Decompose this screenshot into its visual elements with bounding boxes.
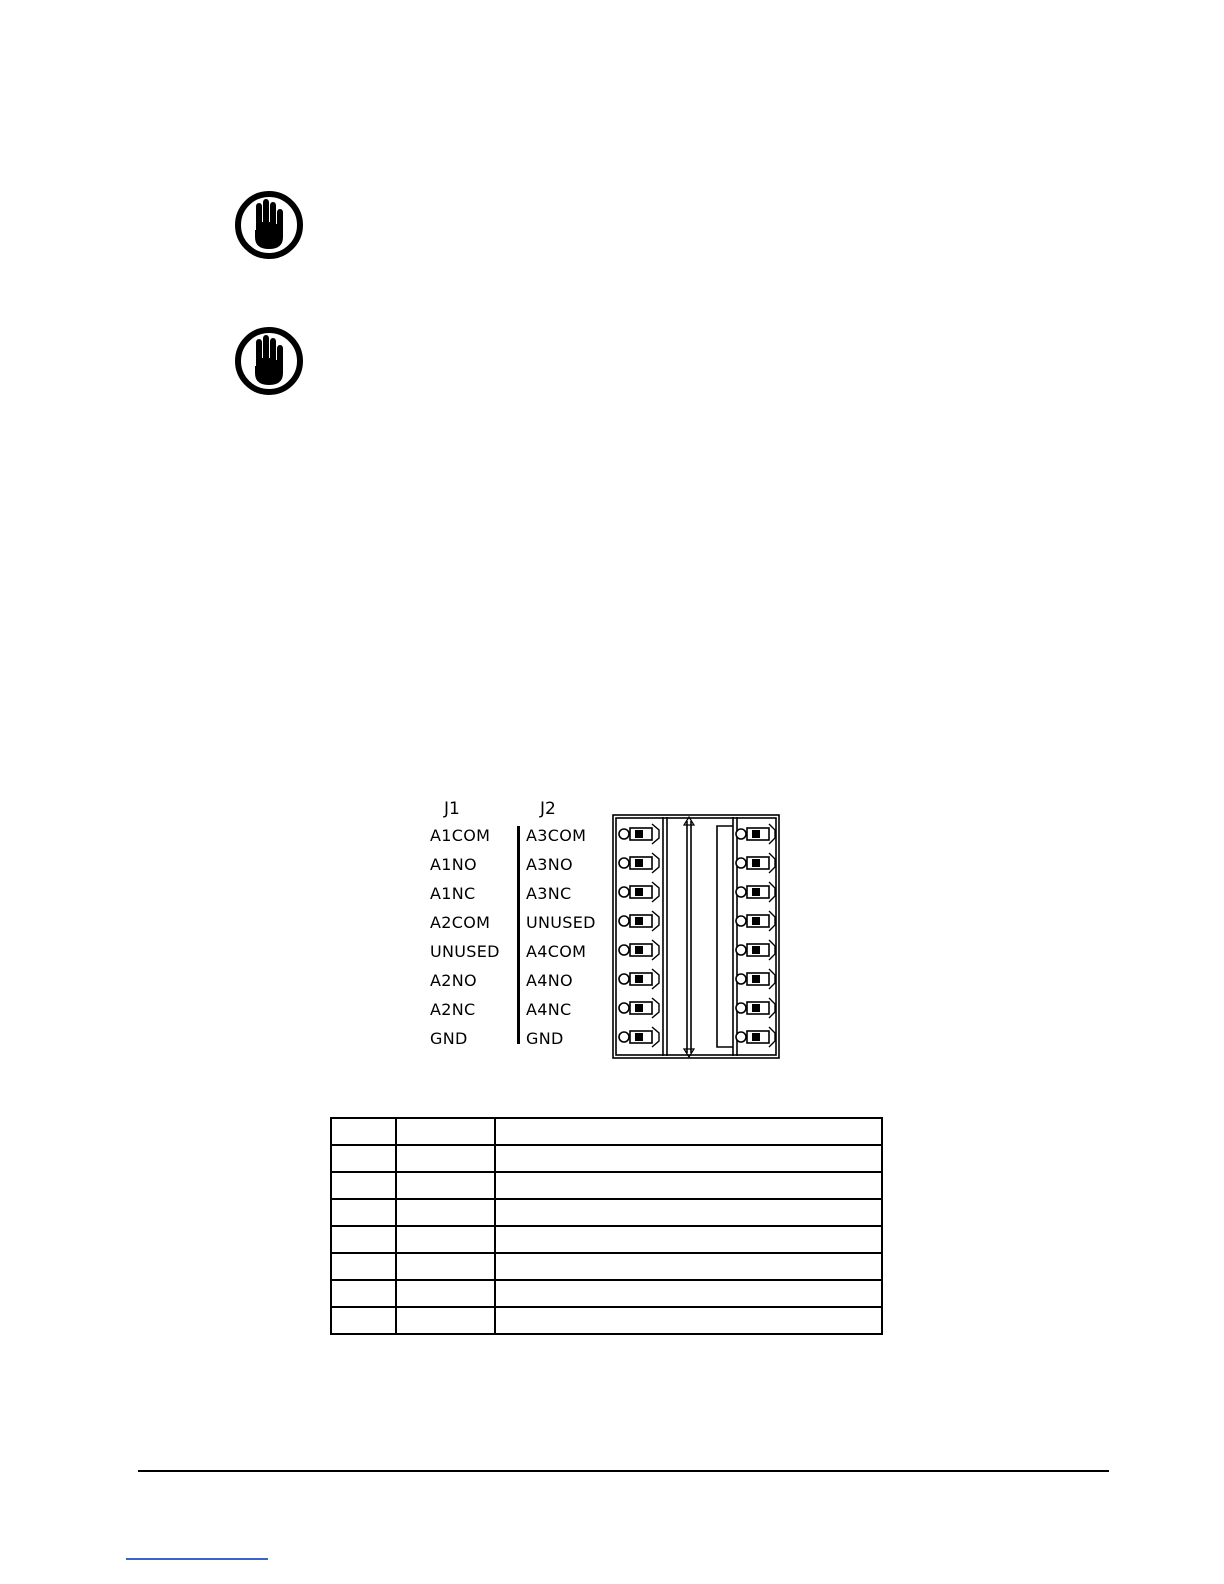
table-row xyxy=(331,1199,882,1226)
table-cell xyxy=(331,1145,396,1172)
terminal-screw-icon xyxy=(619,945,629,955)
terminal-contact xyxy=(752,917,760,925)
table-row xyxy=(331,1226,882,1253)
table-cell xyxy=(396,1307,495,1334)
terminal-contact xyxy=(635,830,643,838)
stop-hand-icon xyxy=(233,325,305,397)
connector-frame xyxy=(613,815,779,1058)
table-row xyxy=(331,1172,882,1199)
j2-pin-label: A3COM xyxy=(526,826,587,845)
pin-table xyxy=(330,1117,883,1335)
terminal-screw-icon xyxy=(736,945,746,955)
terminal-wave xyxy=(652,940,659,960)
terminal-wave xyxy=(769,998,775,1018)
terminal-wave xyxy=(769,853,775,873)
table-cell xyxy=(495,1280,882,1307)
table-cell xyxy=(495,1226,882,1253)
terminal-wave xyxy=(652,824,659,844)
j2-pin-label: A3NC xyxy=(526,884,572,903)
terminal-wave xyxy=(769,882,775,902)
j1-pin-label: UNUSED xyxy=(430,942,500,961)
j2-pin-label: A4NC xyxy=(526,1000,572,1019)
table-row xyxy=(331,1118,882,1145)
terminal-screw-icon xyxy=(619,916,629,926)
terminal-screw-icon xyxy=(736,829,746,839)
table-cell xyxy=(396,1280,495,1307)
terminal-contact xyxy=(752,1033,760,1041)
terminal-contact xyxy=(635,975,643,983)
connector-bracket xyxy=(717,826,733,1047)
j1-pin-label: A2NC xyxy=(430,1000,476,1019)
terminal-wave xyxy=(652,882,659,902)
terminal-screw-icon xyxy=(736,916,746,926)
terminal-wave xyxy=(769,1027,775,1047)
terminal-contact xyxy=(635,888,643,896)
table-cell xyxy=(331,1199,396,1226)
terminal-contact xyxy=(752,859,760,867)
terminal-contact xyxy=(635,859,643,867)
terminal-screw-icon xyxy=(736,1032,746,1042)
terminal-contact xyxy=(752,975,760,983)
terminal-screw-icon xyxy=(619,829,629,839)
table-cell xyxy=(495,1145,882,1172)
terminal-screw-icon xyxy=(619,1032,629,1042)
table-cell xyxy=(495,1172,882,1199)
terminal-screw-icon xyxy=(619,887,629,897)
j2-pin-label: A3NO xyxy=(526,855,573,874)
table-cell xyxy=(495,1253,882,1280)
table-cell xyxy=(396,1253,495,1280)
terminal-wave xyxy=(769,824,775,844)
table-cell xyxy=(331,1307,396,1334)
j1-pin-label: A2NO xyxy=(430,971,477,990)
terminal-wave xyxy=(769,940,775,960)
terminal-screw-icon xyxy=(736,887,746,897)
table-cell xyxy=(331,1253,396,1280)
j1-header: J1 xyxy=(444,799,460,819)
terminal-contact xyxy=(752,830,760,838)
j1-pin-label: A1NO xyxy=(430,855,477,874)
terminal-screw-icon xyxy=(619,974,629,984)
terminal-wave xyxy=(652,969,659,989)
column-divider xyxy=(517,826,520,1044)
terminal-contact xyxy=(635,1033,643,1041)
terminal-block-diagram xyxy=(611,813,781,1060)
terminal-contact xyxy=(752,888,760,896)
j1-pin-label: A2COM xyxy=(430,913,491,932)
j1-pin-label: A1COM xyxy=(430,826,491,845)
terminal-contact xyxy=(752,946,760,954)
terminal-wave xyxy=(652,998,659,1018)
table-cell xyxy=(396,1226,495,1253)
terminal-contact xyxy=(635,917,643,925)
j2-pin-label: A4NO xyxy=(526,971,573,990)
footer-rule xyxy=(138,1470,1109,1472)
connector-frame-inner xyxy=(616,818,776,1055)
terminal-screw-icon xyxy=(736,1003,746,1013)
table-cell xyxy=(495,1199,882,1226)
table-cell xyxy=(396,1199,495,1226)
terminal-screw-icon xyxy=(619,1003,629,1013)
terminal-screw-icon xyxy=(736,858,746,868)
table-row xyxy=(331,1253,882,1280)
j1-pin-label: A1NC xyxy=(430,884,476,903)
terminal-contact xyxy=(752,1004,760,1012)
table-row xyxy=(331,1307,882,1334)
table-cell xyxy=(396,1118,495,1145)
table-cell xyxy=(396,1172,495,1199)
arrow-down-icon xyxy=(684,1049,694,1057)
table-cell xyxy=(331,1226,396,1253)
j2-pin-label: A4COM xyxy=(526,942,587,961)
terminal-contact xyxy=(635,1004,643,1012)
stop-hand-icon xyxy=(233,189,305,261)
terminal-wave xyxy=(652,911,659,931)
table-cell xyxy=(331,1118,396,1145)
terminal-wave xyxy=(652,1027,659,1047)
table-cell xyxy=(331,1172,396,1199)
j2-pin-label: UNUSED xyxy=(526,913,596,932)
table-row xyxy=(331,1280,882,1307)
j2-pin-label: GND xyxy=(526,1029,564,1048)
table-row xyxy=(331,1145,882,1172)
terminal-wave xyxy=(769,911,775,931)
j2-header: J2 xyxy=(540,799,556,819)
footer-link[interactable] xyxy=(126,1558,268,1560)
table-cell xyxy=(495,1307,882,1334)
terminal-contact xyxy=(635,946,643,954)
terminal-screw-icon xyxy=(736,974,746,984)
table-cell xyxy=(331,1280,396,1307)
table-cell xyxy=(396,1145,495,1172)
table-cell xyxy=(495,1118,882,1145)
j1-pin-label: GND xyxy=(430,1029,468,1048)
terminal-wave xyxy=(652,853,659,873)
terminal-wave xyxy=(769,969,775,989)
terminal-screw-icon xyxy=(619,858,629,868)
